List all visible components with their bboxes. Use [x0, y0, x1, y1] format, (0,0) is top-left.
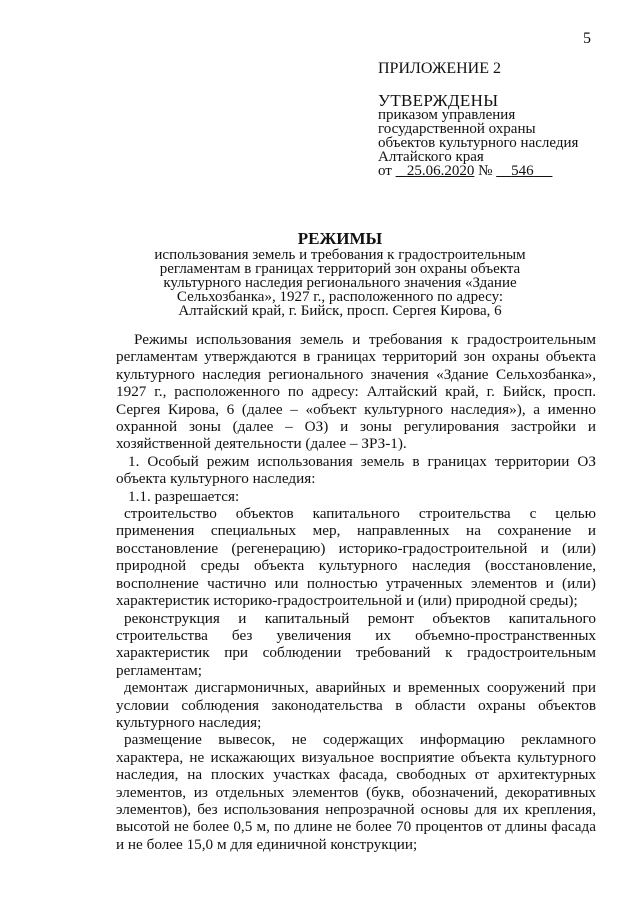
order-date-number: [378, 164, 578, 178]
approval-block: [378, 62, 578, 178]
list-item: реконструкция и капитальный ремонт объектов капитального строительства без увеличения их объемно-пространственных характеристик при соблюдении требований к градостроительным регламентам;: [116, 609, 596, 679]
approval-line: объектов культурного наследия: [378, 135, 579, 151]
title-line: Алтайский край, г. Бийск, просп. Сергея Кирова, 6: [178, 303, 502, 319]
page-number: 5: [583, 30, 591, 47]
number-sign: №: [478, 163, 493, 179]
list-item: строительство объектов капитального строительства с целью применения специальных мер, направленных на сохранение и восстановление (регенерацию) историко-градостроительной и (или) природной среды объекта культурного наследия (восстановление, восполнение частично или полностью утраченных элементов и (или) характеристик историко-градостроительной и (или) природной среды);: [116, 505, 596, 610]
title-line: культурного наследия регионального значения «Здание: [163, 275, 517, 291]
order-date: 25.06.2020: [406, 163, 475, 179]
section-1-1-paragraph: 1.1. разрешается:: [128, 487, 240, 505]
section-1-paragraph: 1. Особый режим использования земель в границах территории ОЗ объекта культурного наследия:: [116, 452, 596, 488]
approved-heading: УТВЕРЖДЕНЫ: [378, 91, 499, 110]
approval-line: государственной охраны: [378, 121, 536, 137]
document-title: [110, 229, 570, 319]
intro-paragraph: Режимы использования земель и требования к градостроительным регламентам утверждаются в границах территорий зон охраны объекта культурного наследия регионального значения «Здание Сельхозбанка», 1927 г., расположенного по адресу: Алтайский край, г. Бийск, просп. Сергея Кирова, 6 (далее – «объект культурного наследия»), а именно охранной зоны (далее – ОЗ) и зоны регулирования застройки и хозяйственной деятельности (далее – ЗРЗ-1).: [116, 331, 596, 453]
approval-line: приказом управления: [378, 107, 516, 123]
title-heading: РЕЖИМЫ: [297, 229, 383, 248]
document-body: [116, 331, 596, 853]
title-line: Сельхозбанка», 1927 г., расположенного по адресу:: [176, 289, 504, 305]
list-item: размещение вывесок, не содержащих информацию рекламного характера, не искажающих визуальное восприятие объекта культурного наследия, на плоских участках фасада, свободных от архитектурных элементов, из отдельных элементов (букв, обозначений, декоративных элементов), без использования непрозрачной основы для их крепления, высотой не более 0,5 м, по длине не более 70 процентов от длины фасада и не более 15,0 м для единичной конструкции;: [116, 731, 596, 853]
appendix-label: ПРИЛОЖЕНИЕ 2: [378, 60, 502, 77]
order-number: 546: [511, 163, 534, 179]
approval-line: Алтайского края: [378, 149, 484, 165]
list-item: демонтаж дисгармоничных, аварийных и временных сооружений при условии соблюдения законодательства в области охраны объектов культурного наследия;: [116, 679, 596, 731]
title-line: регламентам в границах территорий зон охраны объекта: [159, 261, 521, 277]
date-prefix: от: [378, 163, 392, 179]
title-line: использования земель и требования к градостроительным: [154, 247, 526, 263]
